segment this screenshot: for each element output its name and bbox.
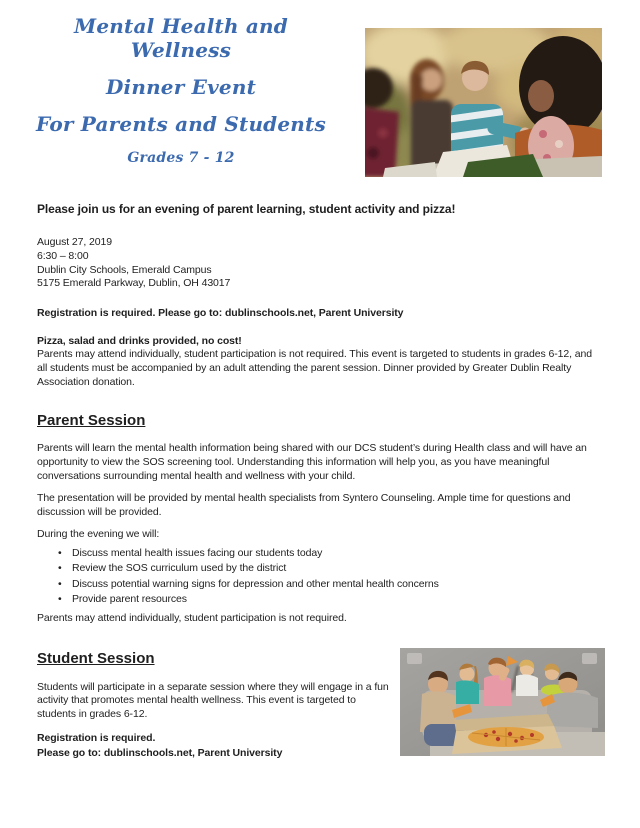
flyer-title-block <box>28 14 334 167</box>
students-pizza-photo-art <box>400 648 605 756</box>
intro-line: Please join us for an evening of parent learning, student activity and pizza! <box>37 202 456 216</box>
event-address: 5175 Emerald Parkway, Dublin, OH 43017 <box>37 277 231 290</box>
bullet-text: Provide parent resources <box>72 592 187 605</box>
list-item <box>37 561 604 576</box>
student-session-heading: Student Session <box>37 649 155 667</box>
event-details <box>37 236 604 291</box>
title-line-grades: Grades 7 - 12 <box>127 150 235 166</box>
pizza-heading: Pizza, salad and drinks provided, no cost! <box>37 335 242 348</box>
pizza-paragraph: Parents may attend individually, student participation is not required. This event is targeted to students in grades 6-12, and all students must be accompanied by an adult attending the parent session. Dinner provided by Greater Dublin Realty Association donation. <box>37 348 592 388</box>
bullet-icon <box>58 561 72 576</box>
parent-session-heading: Parent Session <box>37 411 146 429</box>
bullet-icon <box>58 592 72 607</box>
title-line-3: For Parents and Students <box>36 112 326 136</box>
bullet-text: Review the SOS curriculum used by the district <box>72 562 287 575</box>
students-pizza-photo <box>400 648 605 756</box>
registration-line: Registration is required. Please go to: dublinschools.net, Parent University <box>37 307 404 320</box>
bullet-icon <box>58 577 72 592</box>
bullet-text: Discuss mental health issues facing our students today <box>72 547 323 560</box>
parents-discussion-photo <box>365 28 602 177</box>
event-venue: Dublin City Schools, Emerald Campus <box>37 263 212 276</box>
parents-discussion-photo-art <box>365 28 602 177</box>
parent-session-paragraph-1: Parents will learn the mental health information being shared with our DCS student’s during Health class and will have an opportunity to view the SOS screening tool. Understanding this information will help you, as you have meaningful conversations surrounding mental health and wellness with your child. <box>37 442 587 482</box>
parent-session-bullet-list <box>37 546 604 607</box>
parent-session-paragraph-2: The presentation will be provided by mental health specialists from Syntero Counseling. Ample time for questions and discussion will be provided. <box>37 491 571 518</box>
list-item <box>37 577 604 592</box>
bullet-icon <box>58 546 72 561</box>
event-date: August 27, 2019 <box>37 236 112 248</box>
parent-session-closing: Parents may attend individually, student participation is not required. <box>37 611 347 624</box>
student-registration-line-2: Please go to: dublinschools.net, Parent University <box>37 746 283 759</box>
student-registration-line-1: Registration is required. <box>37 731 156 744</box>
title-line-1: Mental Health and Wellness <box>74 14 288 62</box>
student-session-paragraph: Students will participate in a separate session where they will engage in a fun activity that promotes mental health wellness. This event is targeted to students in grades 6-12. <box>37 680 389 721</box>
evening-list-intro: During the evening we will: <box>37 528 160 541</box>
event-time: 6:30 – 8:00 <box>37 249 89 262</box>
list-item <box>37 546 604 561</box>
list-item <box>37 592 604 607</box>
bullet-text: Discuss potential warning signs for depression and other mental health concerns <box>72 577 439 590</box>
title-line-2: Dinner Event <box>105 75 257 99</box>
